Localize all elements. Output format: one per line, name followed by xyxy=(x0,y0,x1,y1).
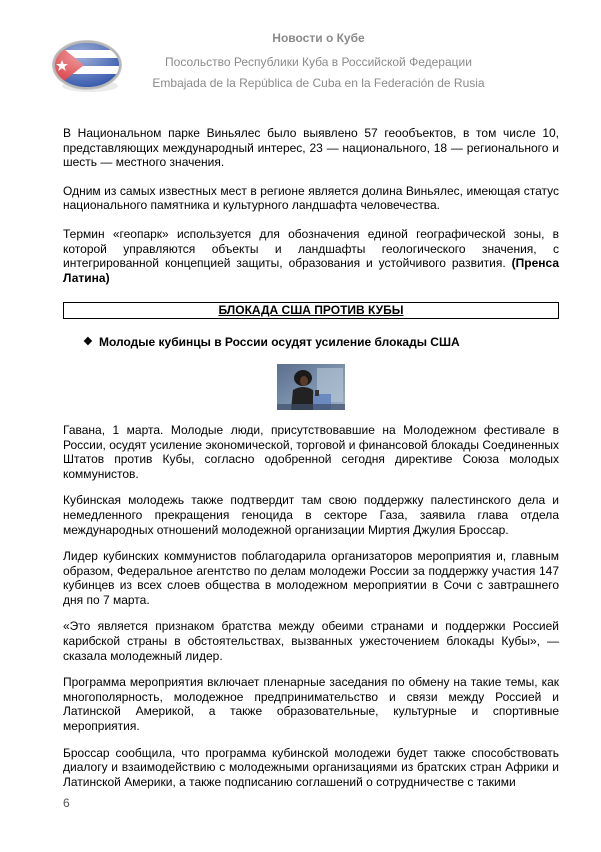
article-paragraph: Броссар сообщила, что программа кубинской молодежи будет также способствовать диалогу и взаимодействию с молодежными организациями из братских стран Африки и Латинской Америки, а также подписанию соглашений о сотрудничестве с такими xyxy=(63,745,559,789)
header-embassy-es: Embajada de la República de Cuba en la Federación de Rusia xyxy=(152,76,485,90)
photo-container xyxy=(63,364,559,414)
page-content xyxy=(63,126,559,789)
article-headline: Молодые кубинцы в России осудят усиление блокады США xyxy=(99,335,460,350)
article-paragraph: Кубинская молодежь также подтвердит там свою поддержку палестинского дела и немедленного прекращения геноцида в секторе Газа, заявила глава отдела международных отношений молодежной организации Миртия Джулия Броссар. xyxy=(63,493,559,537)
header-title: Новости о Кубе xyxy=(272,31,365,45)
page-number: 6 xyxy=(63,796,70,810)
bullet-icon: ❖ xyxy=(83,336,93,349)
speaker-at-podium-photo xyxy=(277,364,345,410)
source-credit: (Пренса Латина) xyxy=(63,256,559,285)
geopark-paragraph xyxy=(63,227,559,285)
article-paragraph: Программа мероприятия включает пленарные заседания по обмену на такие темы, как многополярность, молодежное предпринимательство и связи между Россией и Латинской Америкой, а также образовательные, культурные и спортивные мероприятия. xyxy=(63,675,559,734)
geopark-text: Термин «геопарк» используется для обозначения единой географической зоны, в которой управляются объекты и ландшафты геологического значения, с интегрированной концепцией защиты, образования и устойчивого развития. xyxy=(63,226,559,271)
article-headline-row xyxy=(63,335,559,350)
article-paragraph: Лидер кубинских коммунистов поблагодарила организаторов мероприятия и, главным образом, Федеральное агентство по делам молодежи России за поддержку участия 147 кубинцев из всех слоев общества в молодежном мероприятии в Сочи с завтрашнего дня по 7 марта. xyxy=(63,549,559,607)
section-title: БЛОКАДА США ПРОТИВ КУБЫ xyxy=(63,302,559,319)
article-paragraph: Гавана, 1 марта. Молодые люди, присутствовавшие на Молодежном фестивале в России, осудят усиление экономической, торговой и финансовой блокады Соединенных Штатов против Кубы, согласно одобренной сегодня директиве Союза молодых коммунистов. xyxy=(63,422,559,481)
intro-paragraph: В Национальном парке Виньялес было выявлено 57 геообъектов, в том числе 10, представляющих международный интерес, 23 — национального, 18 — регионального и шесть — местного значения. xyxy=(63,126,559,170)
intro-paragraph: Одним из самых известных мест в регионе является долина Виньялес, имеющая статус национального памятника и культурного ландшафта человечества. xyxy=(63,183,559,213)
header-embassy-ru: Посольство Республики Куба в Российской Федерации xyxy=(165,55,472,69)
page-header xyxy=(0,0,601,110)
article-paragraph: «Это является признаком братства между обеими странами и поддержки Россией карибской страны в обстоятельствах, вызванных ужесточением блокады Кубы», — сказала молодежный лидер. xyxy=(63,619,559,663)
